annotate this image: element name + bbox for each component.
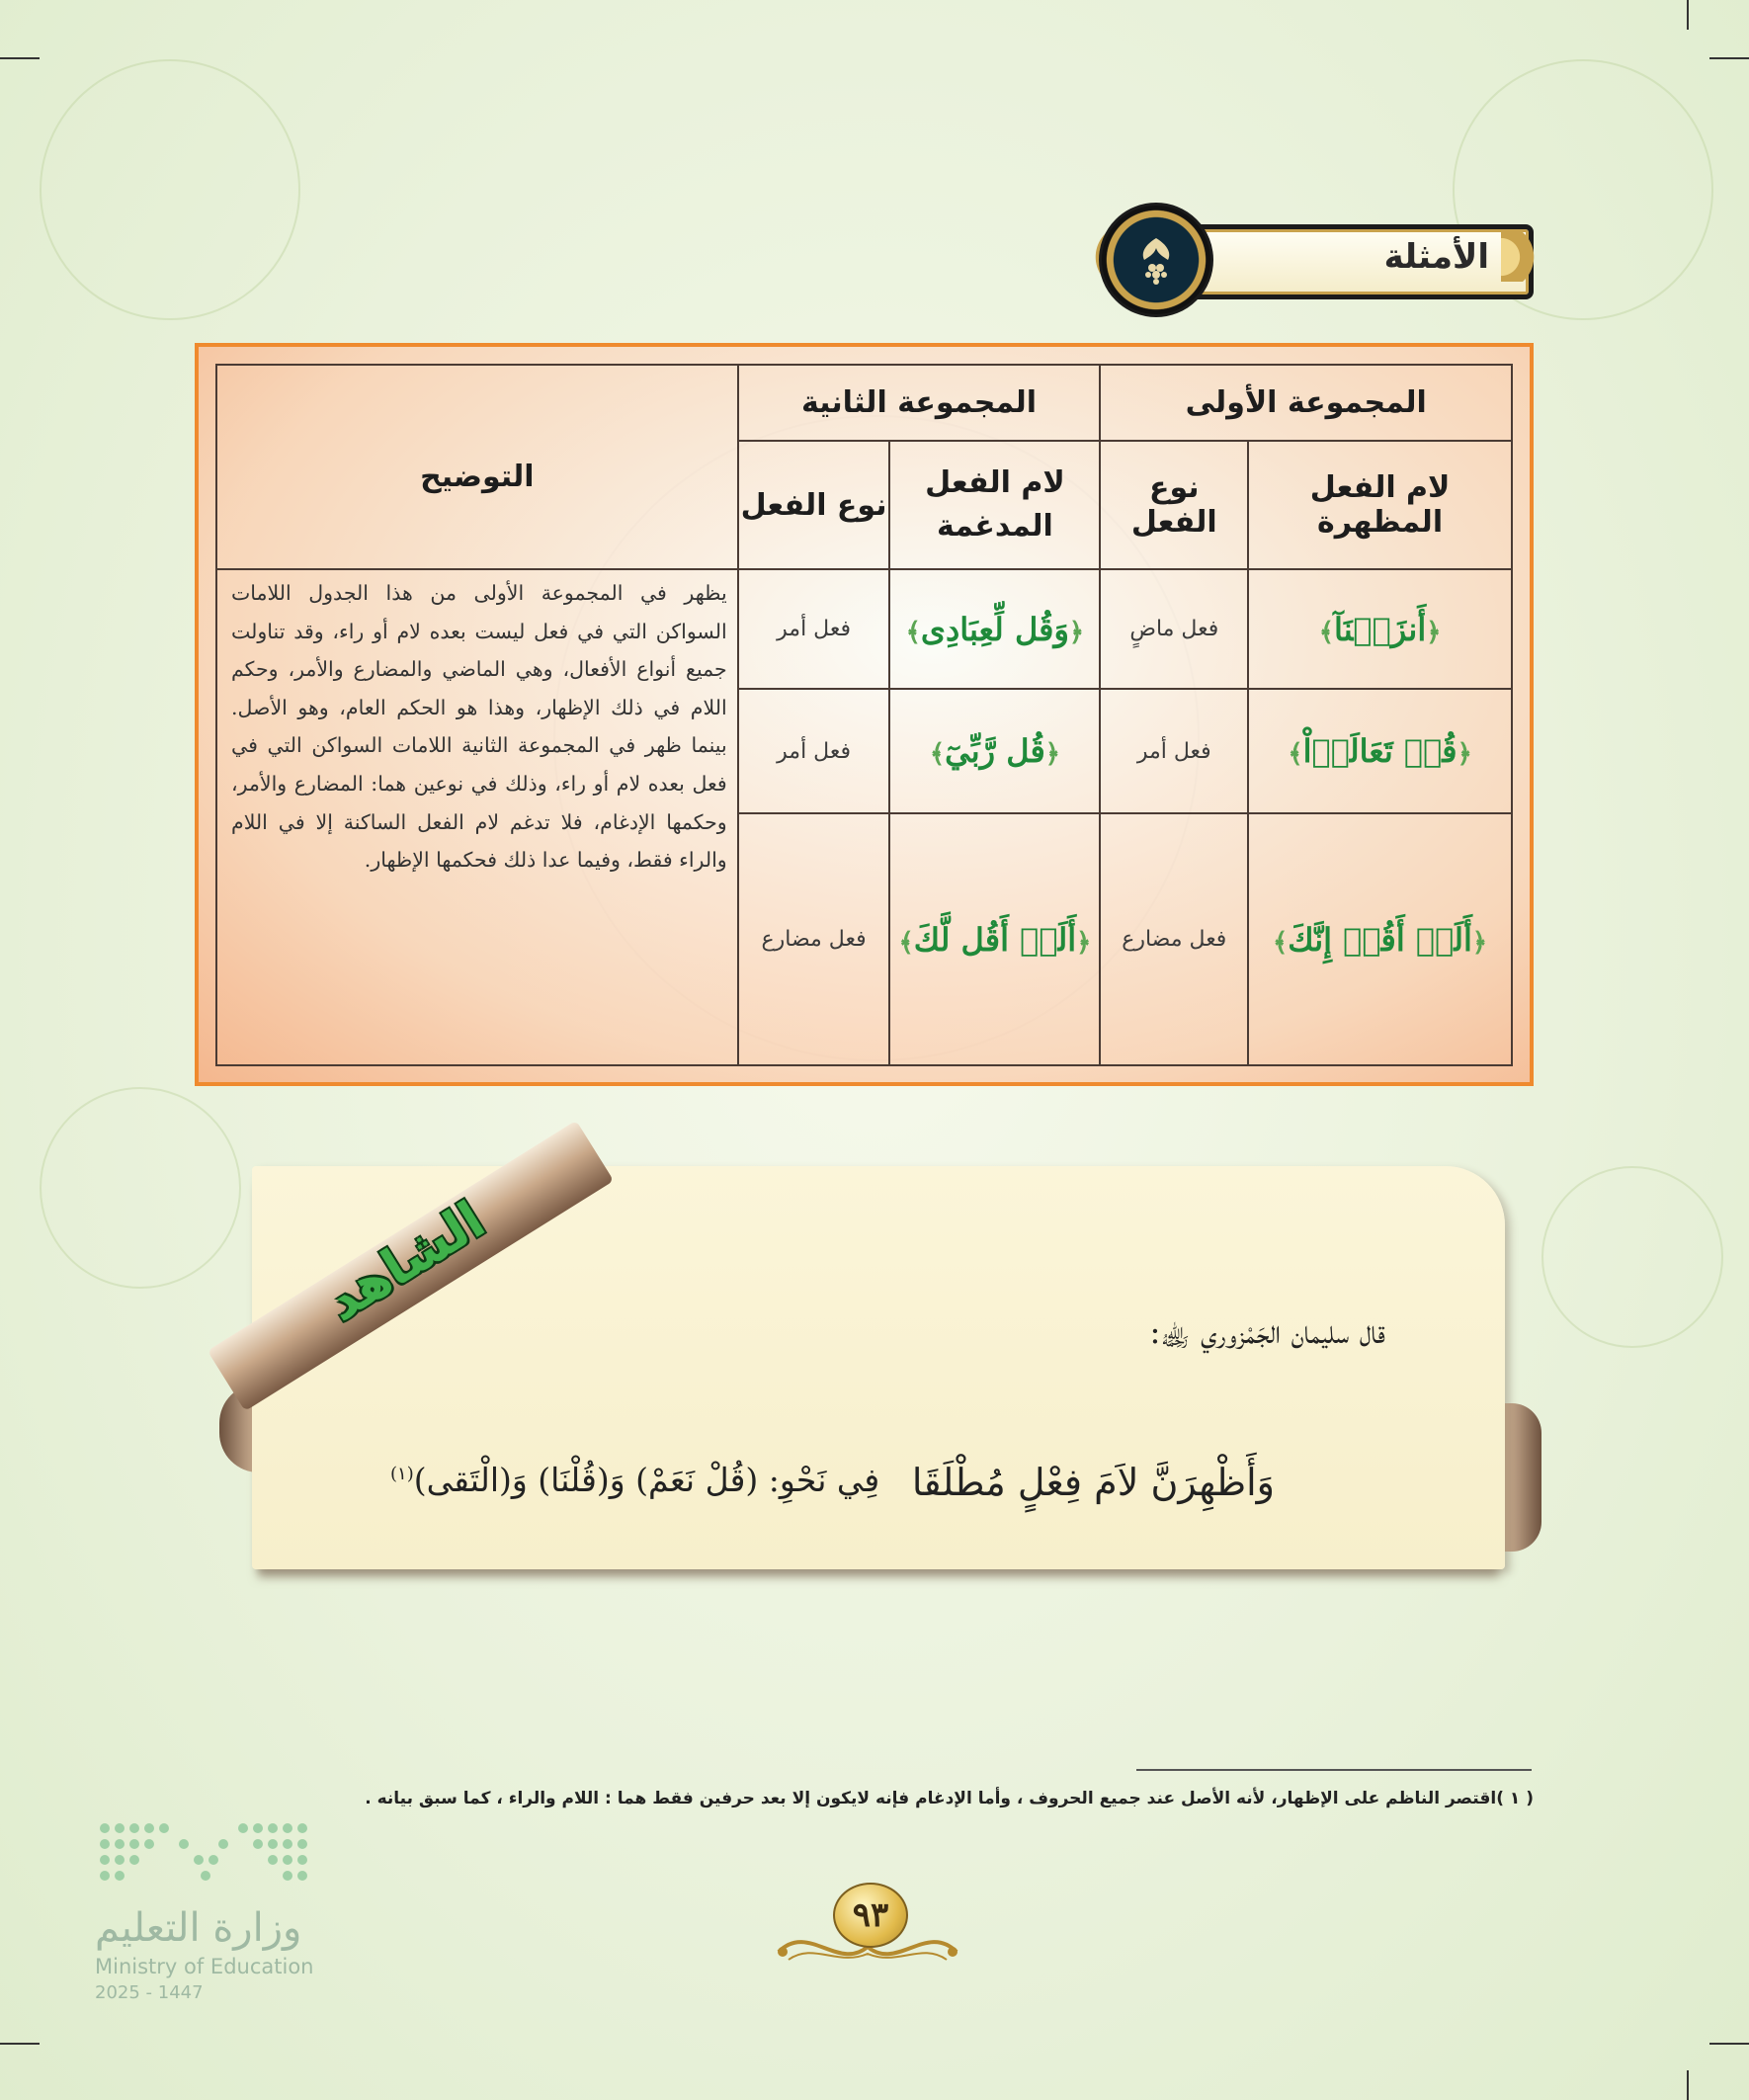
table-cell: فعل أمر bbox=[1100, 689, 1248, 813]
ministry-name-arabic: وزارة التعليم bbox=[95, 1905, 302, 1951]
academic-year: 2025 - 1447 bbox=[95, 1982, 204, 2003]
quran-example: أَلَمۡ أَقُلۡ إِنَّكَ bbox=[1288, 920, 1472, 959]
crop-mark bbox=[0, 57, 40, 59]
table-cell: فعل أمر bbox=[738, 689, 890, 813]
table-cell: فعل أمر bbox=[738, 569, 890, 689]
col-verb-type: نوع الفعل bbox=[1100, 441, 1248, 569]
table-cell: فعل مضارع bbox=[1100, 813, 1248, 1065]
table-cell: فعل ماضٍ bbox=[1100, 569, 1248, 689]
verse-second-text: فِي نَحْوِ: (قُلْ نَعَمْ) وَ(قُلْنَا) وَ(الْتَقى) bbox=[413, 1461, 880, 1499]
grape-leaf-icon bbox=[1099, 203, 1213, 317]
ornament bbox=[1541, 1166, 1723, 1348]
dots-pattern-icon bbox=[95, 1818, 322, 1888]
table-cell: ﴿أَنزَلۡنَآ﴾ bbox=[1248, 569, 1512, 689]
col-lam-shown: لام الفعل المظهرة bbox=[1248, 441, 1512, 569]
crop-mark bbox=[1687, 2070, 1689, 2100]
ministry-name-english: Ministry of Education bbox=[95, 1955, 314, 1978]
crop-mark bbox=[1687, 0, 1689, 30]
table-cell: ﴿أَلَمۡ أَقُل لَّكَ﴾ bbox=[889, 813, 1100, 1065]
explanation-text: يظهر في المجموعة الأولى من هذا الجدول اللامات السواكن التي في فعل ليست بعده لام أو راء، وقد تناولت جميع أنواع الأفعال، وهي الماضي والمضارع والأمر، وحكم اللام في ذلك الإظهار، وهذا هو الحكم العام، وهو الأصل. بينما ظهر في المجموعة الثانية اللامات السواكن التي في فعل بعده لام أو راء، وذلك في نوعين هما: المضارع والأمر، وحكمها الإدغام، فلا تدغم لام الفعل الساكنة إلا في اللام والراء فقط، وفيما عدا ذلك فحكمها الإظهار. bbox=[216, 569, 738, 1065]
section-title: الأمثلة bbox=[1383, 237, 1489, 277]
table-cell: فعل مضارع bbox=[738, 813, 890, 1065]
group-two-header: المجموعة الثانية bbox=[738, 365, 1101, 441]
ornament bbox=[40, 59, 300, 320]
footnote: ( ١ )اقتصر الناظم على الإظهار، لأنه الأصل عند جميع الحروف ، وأما الإدغام فإنه لايكون إلا بعد حرفين فقط هما : اللام والراء ، كما سبق بيانه . bbox=[365, 1789, 1534, 1808]
banner-ornament bbox=[1501, 232, 1541, 282]
footnote-rule bbox=[1136, 1769, 1532, 1771]
table-cell: ﴿أَلَمۡ أَقُلۡ إِنَّكَ﴾ bbox=[1248, 813, 1512, 1065]
page-number: ٩٣ bbox=[833, 1883, 908, 1948]
quran-example: أَنزَلۡنَآ bbox=[1333, 610, 1427, 648]
col-verb-type: نوع الفعل bbox=[738, 441, 890, 569]
crop-mark bbox=[1709, 57, 1749, 59]
table-cell: ﴿قُلۡ تَعَالَوۡاْ﴾ bbox=[1248, 689, 1512, 813]
group-one-header: المجموعة الأولى bbox=[1100, 365, 1512, 441]
examples-table bbox=[215, 364, 1513, 1066]
verse-first-hemistich: وَأَظْهِرَنَّ لاَمَ فِعْلٍ مُطْلَقَا bbox=[911, 1461, 1275, 1504]
quran-example: قُل رَّبِّيٓ bbox=[945, 732, 1045, 770]
page-number-ornament bbox=[769, 1883, 966, 1972]
table-cell: ﴿قُل رَّبِّيٓ﴾ bbox=[889, 689, 1100, 813]
crop-mark bbox=[0, 2043, 40, 2045]
ribbon-label: الشاهد bbox=[316, 1190, 496, 1333]
shahid-intro: قال سليمان الجَمْزوري ﵀: bbox=[1149, 1312, 1385, 1351]
explanation-header: التوضيح bbox=[216, 365, 738, 569]
quran-example: قُلۡ تَعَالَوۡاْ bbox=[1302, 732, 1458, 770]
verse-second-hemistich bbox=[390, 1461, 879, 1499]
section-title-banner bbox=[1049, 203, 1539, 311]
col-lam-merged: لام الفعل المدغمة bbox=[889, 441, 1100, 569]
quran-example: وَقُل لِّعِبَادِى bbox=[920, 610, 1069, 648]
footnote-ref: (١) bbox=[390, 1464, 414, 1484]
examples-table-frame bbox=[195, 343, 1534, 1086]
ministry-logo bbox=[95, 1818, 332, 2006]
table-cell: ﴿وَقُل لِّعِبَادِى﴾ bbox=[889, 569, 1100, 689]
quran-example: أَلَمۡ أَقُل لَّكَ bbox=[913, 920, 1077, 959]
ornament bbox=[40, 1087, 241, 1289]
crop-mark bbox=[1709, 2043, 1749, 2045]
